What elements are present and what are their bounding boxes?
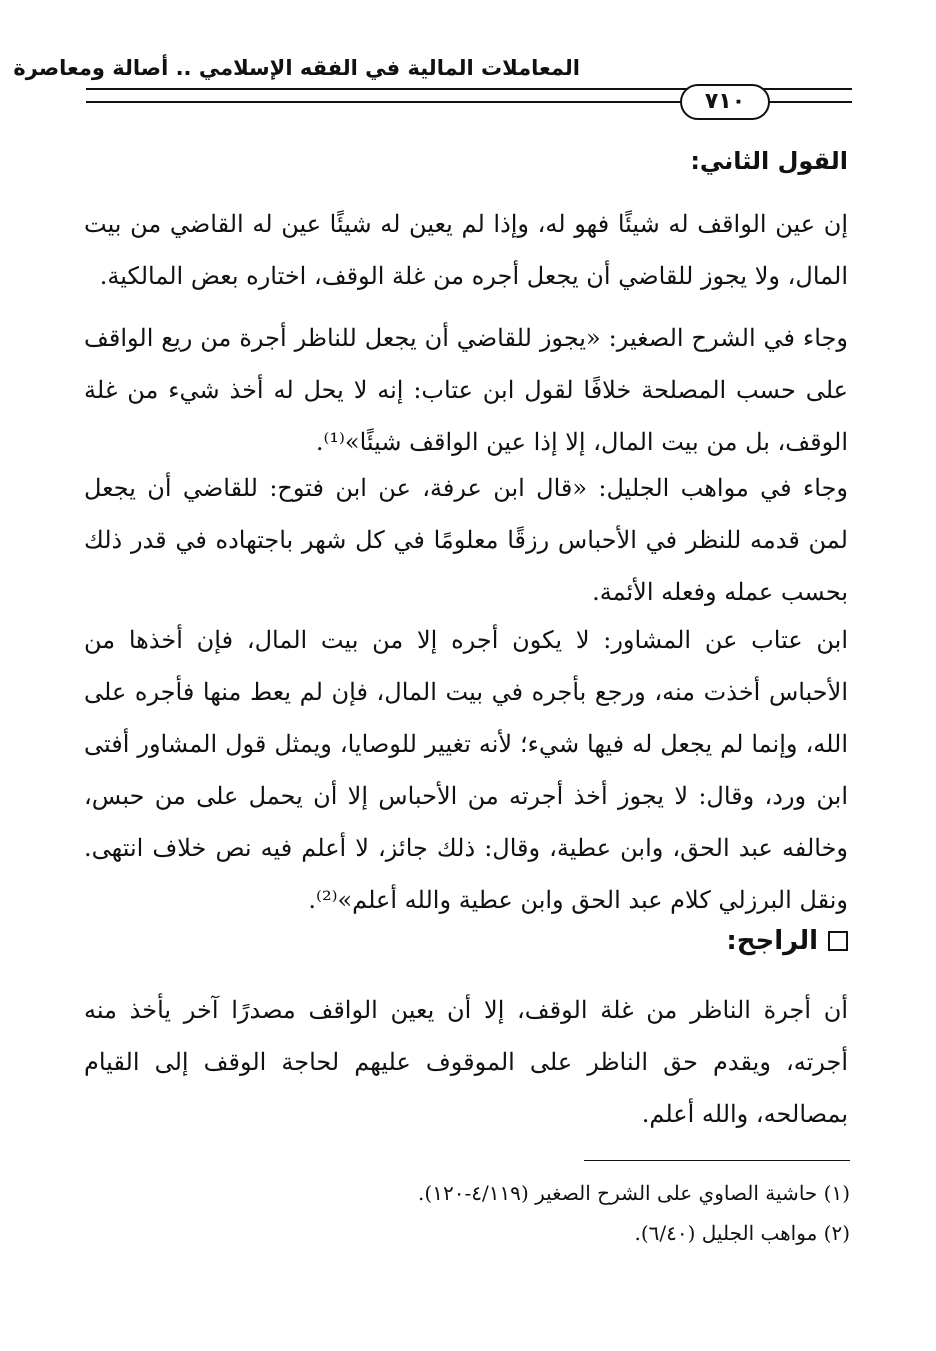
page-number-badge: ٧١٠ [680,84,770,120]
paragraph-1-block [84,198,848,302]
footnote-2: (٢) مواهب الجليل (٦/٤٠). [634,1221,850,1245]
paragraph-4-block [84,614,848,926]
section-heading: القول الثاني: [690,147,848,175]
footnote-1: (١) حاشية الصاوي على الشرح الصغير (٤/١١٩-١٢٠). [418,1181,850,1205]
paragraph-1: إن عين الواقف له شيئًا فهو له، وإذا لم يعين له شيئًا عين له القاضي من بيت المال، ولا يجوز للقاضي أن يجعل أجره من غلة الوقف، اختاره بعض المالكية. [84,210,848,290]
checkbox-square-icon [828,931,848,951]
preferred-heading [84,926,848,956]
preferred-heading-block [84,926,848,956]
running-header-title: المعاملات المالية في الفقه الإسلامي .. أصالة ومعاصرة [13,56,580,80]
paragraph-2: وجاء في الشرح الصغير: «يجوز للقاضي أن يجعل للناظر أجرة من ريع الواقف على حسب المصلحة خلافًا لقول ابن عتاب: إنه لا يحل له أخذ شيء من غلة الوقف، بل من بيت المال، إلا إذا عين الواقف شيئًا»⁽¹⁾. [84,324,848,456]
paragraph-3: وجاء في مواهب الجليل: «قال ابن عرفة، عن ابن فتوح: للقاضي أن يجعل لمن قدمه للنظر في الأحباس رزقًا معلومًا في كل شهر باجتهاده في قدر ذلك بحسب عمله وفعله الأئمة. [84,474,848,606]
section-second-opinion [84,146,848,176]
paragraph-2-block [84,312,848,468]
footnote-separator [584,1160,850,1161]
preferred-paragraph-block [84,984,848,1140]
paragraph-4: ابن عتاب عن المشاور: لا يكون أجره إلا من بيت المال، فإن أخذها من الأحباس أخذت منه، ورجع بأجره في بيت المال، فإن لم يعط منها فأجره على الله، وإنما لم يجعل له فيها شيء؛ لأنه تغيير للوصايا، ويمثل قول المشاور أفتى ابن ورد، وقال: لا يجوز أخذ أجرته من الأحباس إلا أن يحمل على من حبس، وخالفه عبد الحق، وابن عطية، وقال: ذلك جائز، لا أعلم فيه نص خلاف انتهى. ونقل البرزلي كلام عبد الحق وابن عطية والله أعلم»⁽²⁾. [84,626,848,914]
paragraph-3-block [84,462,848,618]
preferred-heading-label: الراجح: [726,926,818,956]
preferred-paragraph: أن أجرة الناظر من غلة الوقف، إلا أن يعين الواقف مصدرًا آخر يأخذ منه أجرته، ويقدم حق الناظر على الموقوف عليهم لحاجة الوقف إلى القيام بمصالحه، والله أعلم. [84,996,848,1128]
